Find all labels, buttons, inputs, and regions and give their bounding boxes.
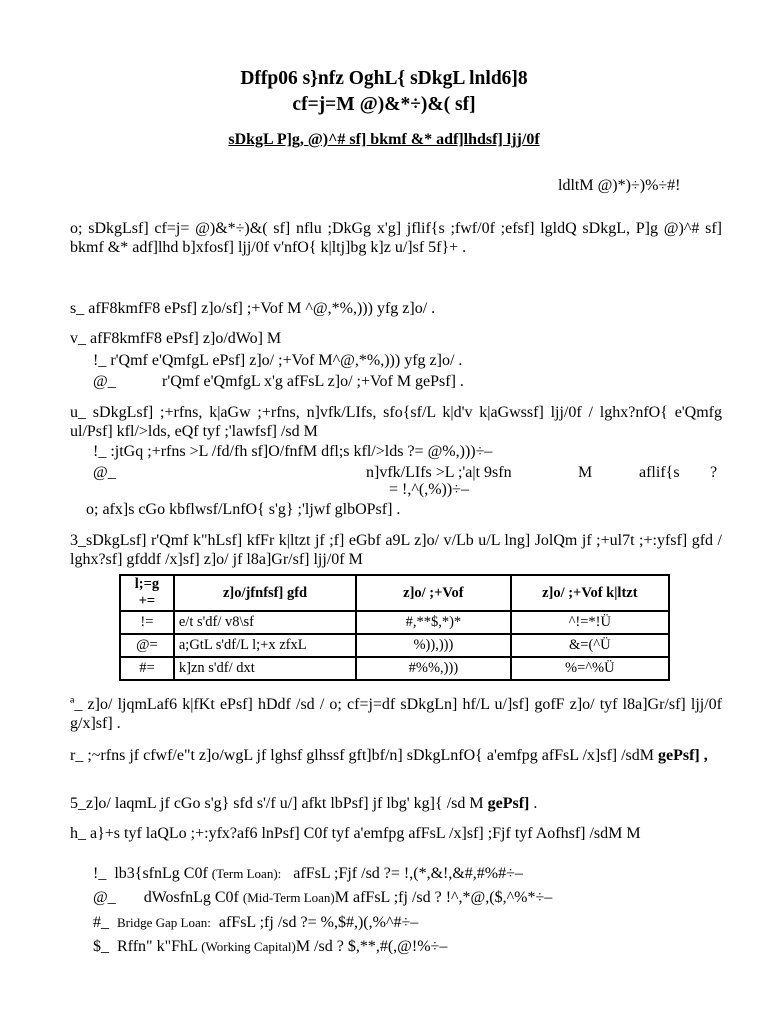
paragraph-r-bold: gePsf] ,	[658, 747, 708, 764]
table-row	[120, 634, 669, 657]
paragraph-r-text: r_ ;~rfns jf cfwf/e"t z]o/wgL jf lghsf glhssf gft]bf/n] sDkgLnfO{ a'emfpg afFsL /x]sf] /sdM	[70, 747, 658, 764]
paragraph-u-item2-amount: = !,^(,%))÷–	[389, 481, 469, 498]
loan-number: !_	[93, 865, 107, 882]
table-cell: k]zn s'df/ dxt	[174, 657, 356, 680]
loan-name: Rffn" k"FhL	[117, 938, 198, 955]
loan-english: (Term Loan):	[211, 866, 282, 881]
paragraph-u-item2-auditor: n]vfk/LIfs >L ;'a|t 9sfn	[366, 464, 512, 481]
table-cell: a;GtL s'df/L l;+x zfxL	[174, 634, 356, 657]
loan-amount: afFsL ;fj /sd ?= %,$#,)(,%^#÷–	[218, 914, 419, 931]
document-title-line1: Dffp06 s}nfz OghL{ sDkgL lnld6]8	[240, 68, 528, 89]
paragraph-v-item2: r'Qmf e'QmfgL x'g afFsL z]o/ ;+Vof M gePsf] .	[162, 373, 464, 390]
paragraph-5-text: 5_z]o/ laqmL jf cGo s'g} sfd s'/f u/] afkt lbPsf] jf lbg' kg]{ /sd M	[70, 795, 488, 812]
loan-name: dWosfnLg C0f	[143, 889, 239, 906]
table-row	[120, 611, 669, 634]
document-subtitle: sDkgL P]g, @)^# sf] bkmf &* adf]lhdsf] ljj/0f	[228, 131, 540, 148]
paragraph-5	[70, 794, 537, 813]
loan-item-working-capital	[93, 937, 447, 956]
header-serial: l;=g +=	[120, 575, 174, 611]
table-cell: e/t s'df/ v8\sf	[174, 611, 356, 634]
loan-amount: M /sd ? $,**,#(,@!%÷–	[295, 938, 448, 955]
table-cell: #%%,)))	[356, 657, 510, 680]
table-cell: @=	[120, 634, 174, 657]
paragraph-s: s_ afF8kmfF8 ePsf] z]o/sf] ;+Vof M ^@,*%,))) yfg z]o/ .	[70, 300, 436, 317]
paragraph-v: v_ afF8kmfF8 ePsf] z]o/dWo] M	[70, 330, 282, 347]
paragraph-v-item2-number: @_	[93, 373, 116, 390]
header-name: z]o/jfnfsf] gfd	[174, 575, 356, 611]
document-title-line2: cf=j=M @)&*÷)&( sf]	[292, 94, 476, 115]
paragraph-r	[70, 746, 722, 765]
paragraph-u-item1: !_ :jtGq ;+rfns >L /fd/fh sf]O/fnfM dfl;s kfl/>lds ?= @%,)))÷–	[93, 443, 493, 460]
table-cell: #=	[120, 657, 174, 680]
paragraph-u-item2-annual: aflif{s	[639, 464, 680, 481]
paragraph-5-bold: gePsf]	[487, 795, 530, 812]
table-row	[120, 657, 669, 680]
paragraph-u-item2-rupee: ?	[710, 464, 718, 481]
table-cell: !=	[120, 611, 174, 634]
shareholder-table	[119, 574, 670, 681]
table-cell: ^!=*!Ü	[511, 611, 669, 634]
table-cell: %=^%Ü	[511, 657, 669, 680]
loan-number: #_	[93, 914, 109, 931]
loan-english: Bridge Gap Loan:	[117, 915, 211, 930]
paragraph-3: 3_sDkgLsf] r'Qmf k"hLsf] kfFr k|ltzt jf ;f] eGbf a9L z]o/ v/Lb u/L lng] JolQm jf ;+ul7t ;+:yfsf] gfd / lghx?sf] gfddf /x]sf] z]o/ jf l8a]Gr/sf] ljj/0f M	[70, 532, 722, 568]
paragraph-u: u_ sDkgLsf] ;+rfns, k|aGw ;+rfns, n]vfk/LIfs, sfo{sf/L k|d'v k|aGwssf] ljj/0f / lghx?nfO{ e'Qmfg ul/Psf] kfl/>lds, eQf tyf ;'lawfsf] /sd M	[70, 404, 722, 440]
paragraph-h: h_ a}+s tyf laQLo ;+:yfx?af6 lnPsf] C0f tyf a'emfpg afFsL /x]sf] ;Fjf tyf Aofhsf] /sdM M	[70, 825, 641, 842]
paragraph-u-item2-colon: M	[578, 464, 593, 481]
table-cell: %)),)))	[356, 634, 510, 657]
loan-amount: afFsL ;Fjf /sd ?= !,(*,&!,&#,#%#÷–	[293, 865, 523, 882]
loan-number: $_	[93, 938, 109, 955]
loan-name: lb3{sfnLg C0f	[114, 865, 208, 882]
paragraph-u-item2-number: @_	[93, 464, 116, 481]
loan-english: (Working Capital)	[201, 939, 296, 954]
loan-amount: M afFsL ;fj /sd ? !^,*@,($,^%*÷–	[334, 889, 553, 906]
header-share-count: z]o/ ;+Vof	[356, 575, 510, 611]
intro-paragraph: o; sDkgLsf] cf=j= @)&*÷)&( sf] nflu ;DkGg x'g] jflif{s ;fwf/0f ;efsf] lgldQ sDkgL, P]g @)^# sf] bkmf &* adf]lhd b]xfosf] ljj/0f v'nfO{ k|ltj]bg k]z u/]sf 5f}+ .	[70, 220, 722, 256]
loan-english: (Mid-Term Loan)	[242, 890, 335, 905]
header-share-percent: z]o/ ;+Vof k|ltzt	[511, 575, 669, 611]
loan-item-bridge	[93, 913, 418, 932]
loan-item-midterm	[93, 888, 552, 907]
paragraph-5-end: .	[529, 795, 538, 812]
paragraph-u-item3: o; afx]s cGo kbflwsf/LnfO{ s'g} ;'ljwf glbOPsf] .	[86, 501, 401, 518]
paragraph-ch: ª_ z]o/ ljqmLaf6 k|fKt ePsf] hDdf /sd / o; cf=j=df sDkgLn] hf/L u/]sf] gofF z]o/ tyf l8a]Gr/sf] ljj/0f g/x]sf] .	[70, 696, 722, 732]
paragraph-v-item1: !_ r'Qmf e'QmfgL ePsf] z]o/ ;+Vof M^@,*%,))) yfg z]o/ .	[93, 352, 463, 369]
loan-number: @_	[93, 889, 116, 906]
document-date: ldltM @)*)÷)%÷#!	[558, 177, 681, 194]
table-cell: &=(^Ü	[511, 634, 669, 657]
loan-item-term	[93, 864, 523, 883]
table-header-row	[120, 575, 669, 611]
table-cell: #,**$,*)*	[356, 611, 510, 634]
